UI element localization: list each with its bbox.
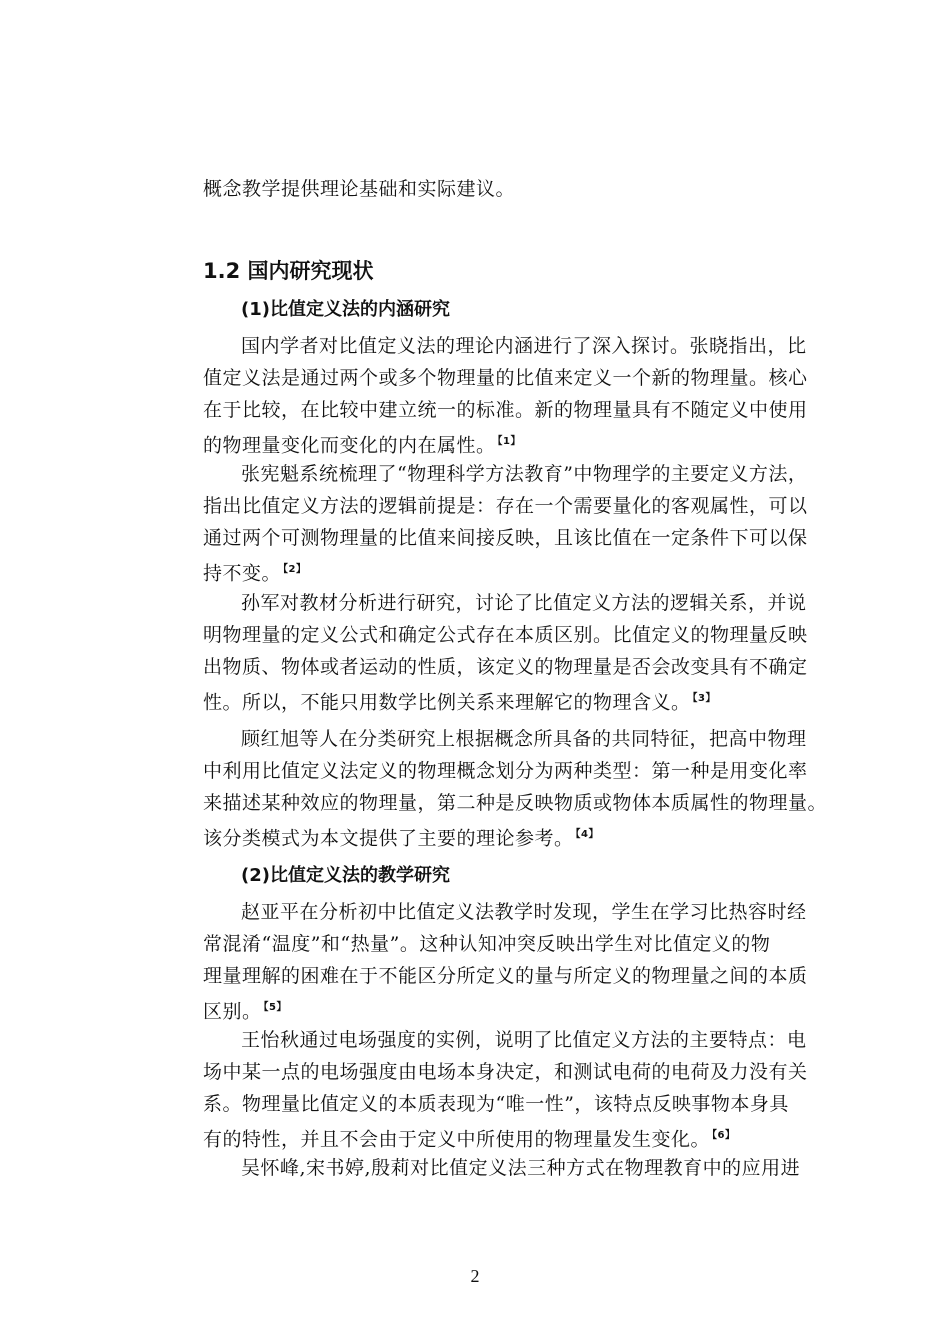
paragraph-line: 王怡秋通过电场强度的实例，说明了比值定义方法的主要特点：电: [241, 1029, 807, 1051]
page-number: 2: [470, 1266, 480, 1286]
section-heading: 1.2 国内研究现状: [203, 259, 374, 283]
paragraph-line: 指出比值定义方法的逻辑前提是：存在一个需要量化的客观属性，可以: [203, 495, 808, 517]
paragraph-line: 国内学者对比值定义法的理论内涵进行了深入探讨。张晓指出，比: [241, 335, 807, 357]
paragraph-line: 场中某一点的电场强度由电场本身决定，和测试电荷的电荷及力没有关: [203, 1061, 808, 1083]
paragraph-line: 吴怀峰,宋书婷,殷莉对比值定义法三种方式在物理教育中的应用进: [241, 1157, 801, 1179]
paragraph-line: 张宪魁系统梳理了“物理科学方法教育”中物理学的主要定义方法，: [241, 463, 808, 485]
paragraph-line: 值定义法是通过两个或多个物理量的比值来定义一个新的物理量。核心: [203, 367, 808, 389]
citation-mark: 【4】: [575, 829, 599, 840]
paragraph-line: 持不变。 $^{【2】}$: [203, 562, 307, 585]
paragraph-line: 区别。 $^{【5】}$: [203, 1000, 287, 1023]
citation-mark: 【3】: [692, 693, 716, 704]
paragraph-line: 该分类模式为本文提供了主要的理论参考。 $^{【4】}$: [203, 827, 599, 850]
subsection-heading-2: (2)比值定义法的教学研究: [241, 865, 450, 886]
paragraph-line: 顾红旭等人在分类研究上根据概念所具备的共同特征，把高中物理: [241, 728, 807, 750]
paragraph-line: 中利用比值定义法定义的物理概念划分为两种类型：第一种是用变化率: [203, 760, 808, 782]
paragraph-line: 孙军对教材分析进行研究，讨论了比值定义方法的逻辑关系，并说: [241, 592, 807, 614]
paragraph-line: 在于比较，在比较中建立统一的标准。新的物理量具有不随定义中使用: [203, 399, 808, 421]
paragraph-line: 性。所以，不能只用数学比例关系来理解它的物理含义。 $^{【3】}$: [203, 691, 716, 714]
citation-mark: 【2】: [283, 564, 307, 575]
paragraph-line: 赵亚平在分析初中比值定义法教学时发现，学生在学习比热容时经: [241, 901, 807, 923]
paragraph-line: 明物理量的定义公式和确定公式存在本质区别。比值定义的物理量反映: [203, 624, 808, 646]
paragraph-line: 系。物理量比值定义的本质表现为“唯一性”，该特点反映事物本身具: [203, 1093, 789, 1115]
paragraph-line: 来描述某种效应的物理量，第二种是反映物质或物体本质属性的物理量。: [203, 792, 828, 814]
paragraph-line: 理量理解的困难在于不能区分所定义的量与所定义的物理量之间的本质: [203, 965, 808, 987]
paragraph-line: 通过两个可测物理量的比值来间接反映，且该比值在一定条件下可以保: [203, 527, 808, 549]
paragraph-line: 常混淆“温度”和“热量”。这种认知冲突反映出学生对比值定义的物: [203, 933, 771, 955]
paragraph-line: 有的特性，并且不会由于定义中所使用的物理量发生变化。 $^{【6】}$: [203, 1128, 736, 1151]
citation-mark: 【5】: [263, 1002, 287, 1013]
citation-mark: 【1】: [497, 436, 521, 447]
paragraph-continuation: 概念教学提供理论基础和实际建议。: [203, 178, 516, 200]
paragraph-line: 出物质、物体或者运动的性质，该定义的物理量是否会改变具有不确定: [203, 656, 808, 678]
paragraph-line: 的物理量变化而变化的内在属性。 $^{【1】}$: [203, 434, 521, 457]
subsection-heading-1: (1)比值定义法的内涵研究: [241, 299, 450, 320]
citation-mark: 【6】: [712, 1130, 736, 1141]
